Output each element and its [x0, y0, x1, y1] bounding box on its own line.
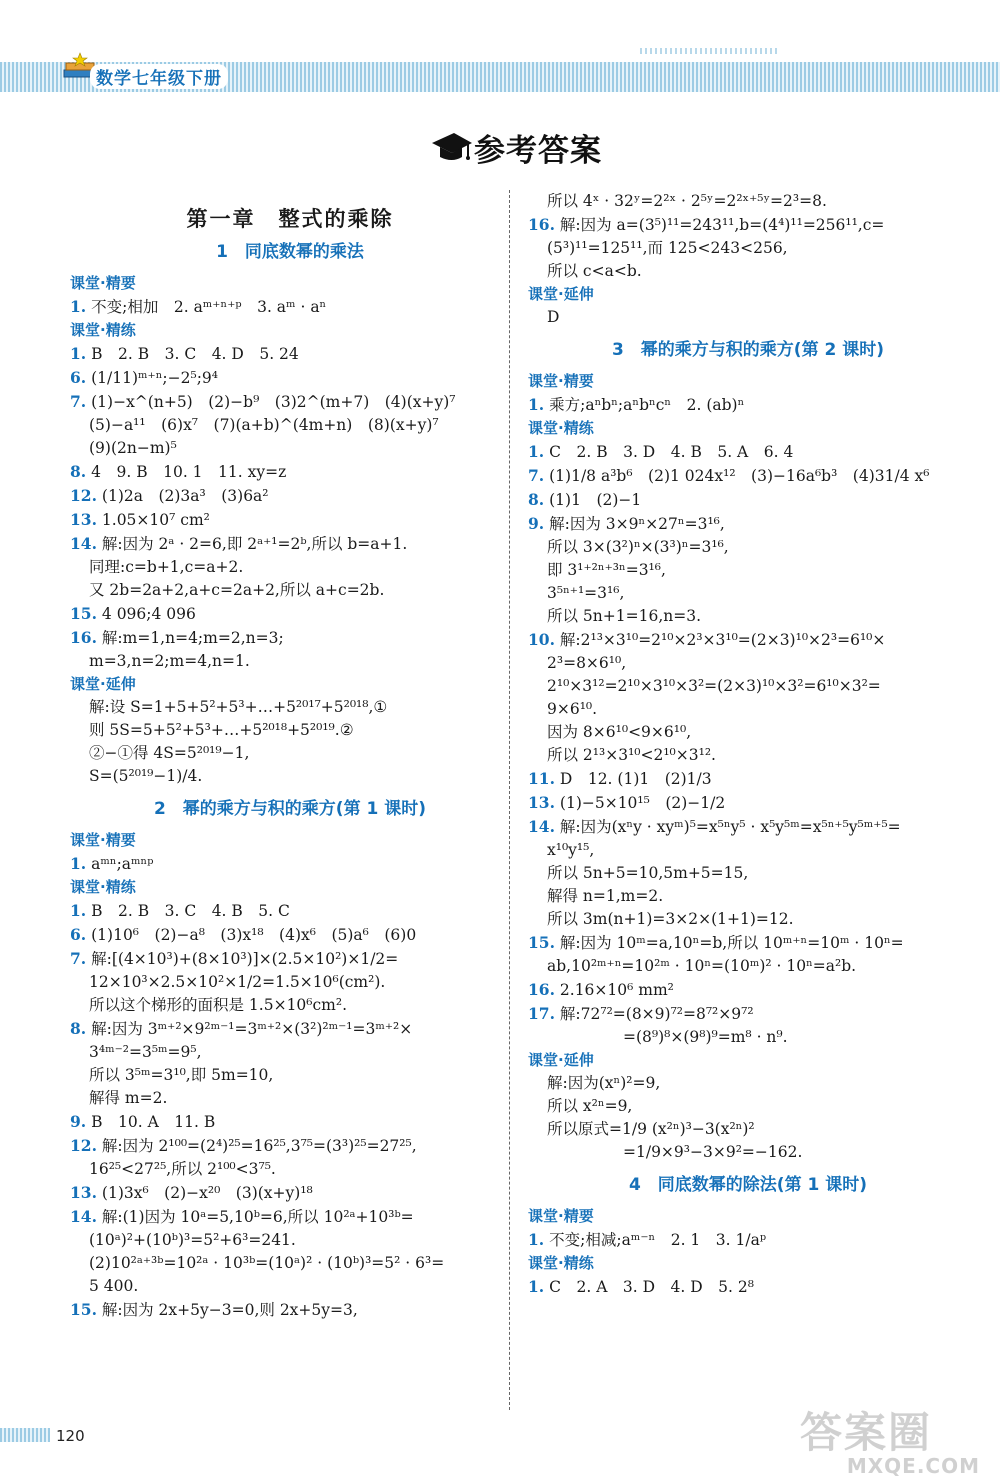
question-number: 14.	[70, 1207, 97, 1226]
answer-line	[70, 484, 510, 508]
question-number: 13.	[70, 1183, 97, 1202]
answer-line	[70, 626, 510, 650]
answer-continuation: S=(5²⁰¹⁹−1)/4.	[89, 767, 203, 785]
question-number: 1.	[528, 1230, 545, 1249]
question-number: 8.	[528, 490, 545, 509]
answer-line	[70, 1134, 510, 1158]
answer-text: 解:因为 3ᵐ⁺²×9²ᵐ⁻¹=3ᵐ⁺²×(3²)²ᵐ⁻¹=3ᵐ⁺²×	[91, 1020, 413, 1038]
answer-line	[70, 366, 510, 390]
answer-continuation: 16²⁵<27²⁵,所以 2¹⁰⁰<3⁷⁵.	[89, 1160, 276, 1178]
answer-continuation: 5 400.	[89, 1277, 139, 1295]
question-number: 1.	[70, 901, 87, 920]
question-number: 13.	[528, 793, 555, 812]
answer-line	[528, 512, 968, 536]
answer-continuation: 12×10³×2.5×10²×1/2=1.5×10⁶(cm²).	[89, 973, 386, 991]
answer-line	[70, 295, 510, 319]
answer-continuation: (10ᵃ)²+(10ᵇ)³=5²+6³=241.	[89, 1231, 296, 1249]
subsection-label: 课堂·精练	[70, 321, 136, 339]
page-number: 120	[56, 1427, 85, 1445]
answer-text: B 10. A 11. B	[91, 1113, 216, 1131]
answer-continuation: 2³=8×6¹⁰,	[547, 654, 627, 672]
answer-continuation: 所以 2¹³×3¹⁰<2¹⁰×3¹².	[547, 746, 716, 764]
answer-line	[70, 508, 510, 532]
answer-continuation: 所以 3×(3²)ⁿ×(3³)ⁿ=3¹⁶,	[547, 538, 729, 556]
answer-line	[70, 852, 510, 876]
answer-text: 解:因为 2x+5y−3=0,则 2x+5y=3,	[101, 1301, 358, 1319]
question-number: 9.	[70, 1112, 87, 1131]
answer-text: 解:因为 2¹⁰⁰=(2⁴)²⁵=16²⁵,3⁷⁵=(3³)²⁵=27²⁵,	[101, 1137, 417, 1155]
question-number: 11.	[528, 769, 555, 788]
answer-text: 解:因为 a=(3⁵)¹¹=243¹¹,b=(4⁴)¹¹=256¹¹,c=	[559, 216, 885, 234]
question-number: 1.	[70, 297, 87, 316]
answer-continuation: 所以这个梯形的面积是 1.5×10⁶cm².	[89, 996, 348, 1014]
answer-line	[528, 1228, 968, 1252]
subsection-label: 课堂·精要	[70, 274, 136, 292]
answer-line	[70, 460, 510, 484]
subsection-label: 课堂·精练	[528, 419, 594, 437]
answer-line	[528, 213, 968, 237]
answer-continuation: m=3,n=2;m=4,n=1.	[89, 652, 250, 670]
answer-text: 解:2¹³×3¹⁰=2¹⁰×2³×3¹⁰=(2×3)¹⁰×2³=6¹⁰×	[559, 631, 886, 649]
section-title: 3 幂的乘方与积的乘方(第 2 课时)	[611, 340, 885, 360]
question-number: 1.	[528, 395, 545, 414]
answer-text: 4 096;4 096	[101, 605, 196, 623]
answer-continuation: ②−①得 4S=5²⁰¹⁹−1,	[89, 744, 250, 762]
subsection-label: 课堂·延伸	[528, 285, 594, 303]
answer-line	[70, 532, 510, 556]
question-number: 7.	[70, 392, 87, 411]
answer-text: (1)3x⁶ (2)−x²⁰ (3)(x+y)¹⁸	[101, 1184, 313, 1202]
question-number: 9.	[528, 514, 545, 533]
answer-text: 解:72⁷²=(8×9)⁷²=8⁷²×9⁷²	[559, 1005, 754, 1023]
answer-text: C 2. A 3. D 4. D 5. 2⁸	[549, 1278, 754, 1296]
question-number: 15.	[528, 933, 555, 952]
answer-text: 2.16×10⁶ mm²	[559, 981, 674, 999]
watermark-line1: 答案圈	[800, 1408, 933, 1457]
header-decoration	[640, 48, 780, 54]
answer-continuation: =(8⁹)⁸×(9⁸)⁹=m⁸ · n⁹.	[623, 1028, 788, 1046]
right-column	[528, 190, 968, 1299]
answer-text: (1)−5×10¹⁵ (2)−1/2	[559, 794, 726, 812]
answer-line	[70, 1017, 510, 1041]
answer-continuation: 所以 3⁵ᵐ=3¹⁰,即 5m=10,	[89, 1066, 274, 1084]
answer-line	[70, 390, 510, 414]
answer-continuation: 3⁵ⁿ⁺¹=3¹⁶,	[547, 584, 625, 602]
question-number: 1.	[528, 1277, 545, 1296]
section-title: 4 同底数幂的除法(第 1 课时)	[628, 1175, 868, 1195]
answer-line	[528, 628, 968, 652]
question-number: 1.	[70, 344, 87, 363]
question-number: 12.	[70, 1136, 97, 1155]
answer-text: 乘方;aⁿbⁿ;aⁿbⁿcⁿ 2. (ab)ⁿ	[549, 396, 745, 414]
answer-line	[70, 923, 510, 947]
answer-title	[430, 122, 602, 172]
answer-text: 解:m=1,n=4;m=2,n=3;	[101, 629, 284, 647]
answer-text: C 2. B 3. D 4. B 5. A 6. 4	[549, 443, 794, 461]
answer-continuation: 解得 m=2.	[89, 1089, 168, 1107]
answer-continuation: 9×6¹⁰.	[547, 700, 598, 718]
answer-text: 1.05×10⁷ cm²	[101, 511, 210, 529]
answer-continuation: (2)10²ᵃ⁺³ᵇ=10²ᵃ · 10³ᵇ=(10ᵃ)² · (10ᵇ)³=5² · 6³=	[89, 1254, 445, 1272]
answer-text: 不变;相加 2. aᵐ⁺ⁿ⁺ᵖ 3. aᵐ · aⁿ	[91, 298, 327, 316]
question-number: 17.	[528, 1004, 555, 1023]
question-number: 15.	[70, 1300, 97, 1319]
answer-text: 解:因为(xⁿy · xyᵐ)⁵=x⁵ⁿy⁵ · x⁵y⁵ᵐ=x⁵ⁿ⁺⁵y⁵ᵐ⁺⁵=	[559, 818, 901, 836]
question-number: 16.	[528, 215, 555, 234]
answer-text: B 2. B 3. C 4. B 5. C	[91, 902, 290, 920]
answer-text: (1)10⁶ (2)−a⁸ (3)x¹⁸ (4)x⁶ (5)a⁶ (6)0	[91, 926, 417, 944]
answer-line	[528, 1002, 968, 1026]
question-number: 8.	[70, 462, 87, 481]
answer-continuation: 同理:c=b+1,c=a+2.	[89, 558, 244, 576]
answer-continuation: 2¹⁰×3¹²=2¹⁰×3¹⁰×3²=(2×3)¹⁰×3²=6¹⁰×3²=	[547, 677, 881, 695]
answer-text: 解:[(4×10³)+(8×10³)]×(2.5×10²)×1/2=	[91, 950, 399, 968]
answer-line	[70, 1110, 510, 1134]
answer-continuation: D	[547, 308, 560, 326]
answer-continuation: 所以 c<a<b.	[547, 262, 642, 280]
answer-continuation: 所以 4ˣ · 32ʸ=2²ˣ · 2⁵ʸ=2²ˣ⁺⁵ʸ=2³=8.	[547, 192, 827, 210]
answer-line	[528, 488, 968, 512]
answer-line	[70, 602, 510, 626]
question-number: 15.	[70, 604, 97, 623]
question-number: 8.	[70, 1019, 87, 1038]
answer-line	[528, 440, 968, 464]
answer-continuation: =1/9×9³−3×9²=−162.	[623, 1143, 803, 1161]
left-column	[70, 190, 510, 1322]
answer-continuation: 所以 3m(n+1)=3×2×(1+1)=12.	[547, 910, 794, 928]
answer-text: 解:(1)因为 10ᵃ=5,10ᵇ=6,所以 10²ᵃ+10³ᵇ=	[101, 1208, 414, 1226]
question-number: 1.	[70, 854, 87, 873]
question-number: 7.	[70, 949, 87, 968]
graduation-cap-icon	[430, 129, 474, 165]
answer-text: 不变;相减;aᵐ⁻ⁿ 2. 1 3. 1/aᵖ	[549, 1231, 767, 1249]
answer-continuation: (9)(2n−m)⁵	[89, 439, 177, 457]
answer-continuation: 解:因为(xⁿ)²=9,	[547, 1074, 661, 1092]
page-band	[0, 1428, 50, 1442]
answer-line	[528, 978, 968, 1002]
subsection-label: 课堂·精要	[70, 831, 136, 849]
answer-text: (1/11)ᵐ⁺ⁿ;−2⁵;9⁴	[91, 369, 219, 387]
answer-line	[528, 791, 968, 815]
question-number: 6.	[70, 368, 87, 387]
answer-continuation: (5)−a¹¹ (6)x⁷ (7)(a+b)^(4m+n) (8)(x+y)⁷	[89, 416, 439, 434]
answer-line	[70, 342, 510, 366]
question-number: 12.	[70, 486, 97, 505]
question-number: 1.	[528, 442, 545, 461]
answer-text: (1)2a (2)3a³ (3)6a²	[101, 487, 269, 505]
answer-continuation: 所以 5n+1=16,n=3.	[547, 607, 702, 625]
answer-line	[70, 1181, 510, 1205]
chapter-title: 第一章 整式的乘除	[186, 207, 394, 231]
answer-line	[70, 947, 510, 971]
book-title: 数学七年级下册	[90, 64, 228, 89]
answer-line	[528, 767, 968, 791]
answer-title-text: 参考答案	[474, 132, 602, 169]
subsection-label: 课堂·精要	[528, 372, 594, 390]
subsection-label: 课堂·精练	[528, 1254, 594, 1272]
question-number: 14.	[528, 817, 555, 836]
watermark-line2: MXQE.COM	[846, 1454, 980, 1478]
question-number: 7.	[528, 466, 545, 485]
answer-continuation: ab,10²ᵐ⁺ⁿ=10²ᵐ · 10ⁿ=(10ᵐ)² · 10ⁿ=a²b.	[547, 957, 857, 975]
answer-continuation: 即 3¹⁺²ⁿ⁺³ⁿ=3¹⁶,	[547, 561, 666, 579]
subsection-label: 课堂·精练	[70, 878, 136, 896]
question-number: 16.	[70, 628, 97, 647]
answer-line	[528, 1275, 968, 1299]
answer-line	[528, 393, 968, 417]
subsection-label: 课堂·精要	[528, 1207, 594, 1225]
answer-continuation: 所以 5n+5=10,5m+5=15,	[547, 864, 749, 882]
answer-line	[528, 464, 968, 488]
answer-continuation: 则 5S=5+5²+5³+…+5²⁰¹⁸+5²⁰¹⁹.②	[89, 721, 354, 739]
question-number: 10.	[528, 630, 555, 649]
question-number: 13.	[70, 510, 97, 529]
answer-text: 解:因为 10ᵐ=a,10ⁿ=b,所以 10ᵐ⁺ⁿ=10ᵐ · 10ⁿ=	[559, 934, 904, 952]
answer-continuation: 3⁴ᵐ⁻²=3⁵ᵐ=9⁵,	[89, 1043, 202, 1061]
answer-line	[70, 1205, 510, 1229]
answer-continuation: x¹⁰y¹⁵,	[547, 841, 595, 859]
answer-continuation: 所以 x²ⁿ=9,	[547, 1097, 633, 1115]
answer-text: 解:因为 2ᵃ · 2=6,即 2ᵃ⁺¹=2ᵇ,所以 b=a+1.	[101, 535, 408, 553]
answer-continuation: (5³)¹¹=125¹¹,而 125<243<256,	[547, 239, 788, 257]
subsection-label: 课堂·延伸	[70, 675, 136, 693]
answer-line	[70, 899, 510, 923]
answer-text: aᵐⁿ;aᵐⁿᵖ	[91, 855, 154, 873]
answer-line	[528, 931, 968, 955]
answer-continuation: 又 2b=2a+2,a+c=2a+2,所以 a+c=2b.	[89, 581, 385, 599]
answer-text: B 2. B 3. C 4. D 5. 24	[91, 345, 299, 363]
answer-continuation: 解:设 S=1+5+5²+5³+…+5²⁰¹⁷+5²⁰¹⁸,①	[89, 698, 388, 716]
answer-text: 4 9. B 10. 1 11. xy=z	[91, 463, 287, 481]
answer-continuation: 解得 n=1,m=2.	[547, 887, 664, 905]
subsection-label: 课堂·延伸	[528, 1051, 594, 1069]
answer-text: (1)1/8 a³b⁶ (2)1 024x¹² (3)−16a⁶b³ (4)31/4 x⁶	[549, 467, 930, 485]
answer-line	[70, 1298, 510, 1322]
answer-text: (1)1 (2)−1	[549, 491, 642, 509]
answer-continuation: 因为 8×6¹⁰<9×6¹⁰,	[547, 723, 692, 741]
answer-text: D 12. (1)1 (2)1/3	[559, 770, 712, 788]
question-number: 14.	[70, 534, 97, 553]
section-title: 1 同底数幂的乘法	[216, 242, 364, 262]
section-title: 2 幂的乘方与积的乘方(第 1 课时)	[153, 799, 427, 819]
answer-text: 解:因为 3×9ⁿ×27ⁿ=3¹⁶,	[549, 515, 725, 533]
answer-line	[528, 815, 968, 839]
watermark	[800, 1400, 990, 1478]
answer-text: (1)−x^(n+5) (2)−b⁹ (3)2^(m+7) (4)(x+y)⁷	[91, 393, 456, 411]
question-number: 16.	[528, 980, 555, 999]
answer-continuation: 所以原式=1/9 (x²ⁿ)³−3(x²ⁿ)²	[547, 1120, 755, 1138]
question-number: 6.	[70, 925, 87, 944]
